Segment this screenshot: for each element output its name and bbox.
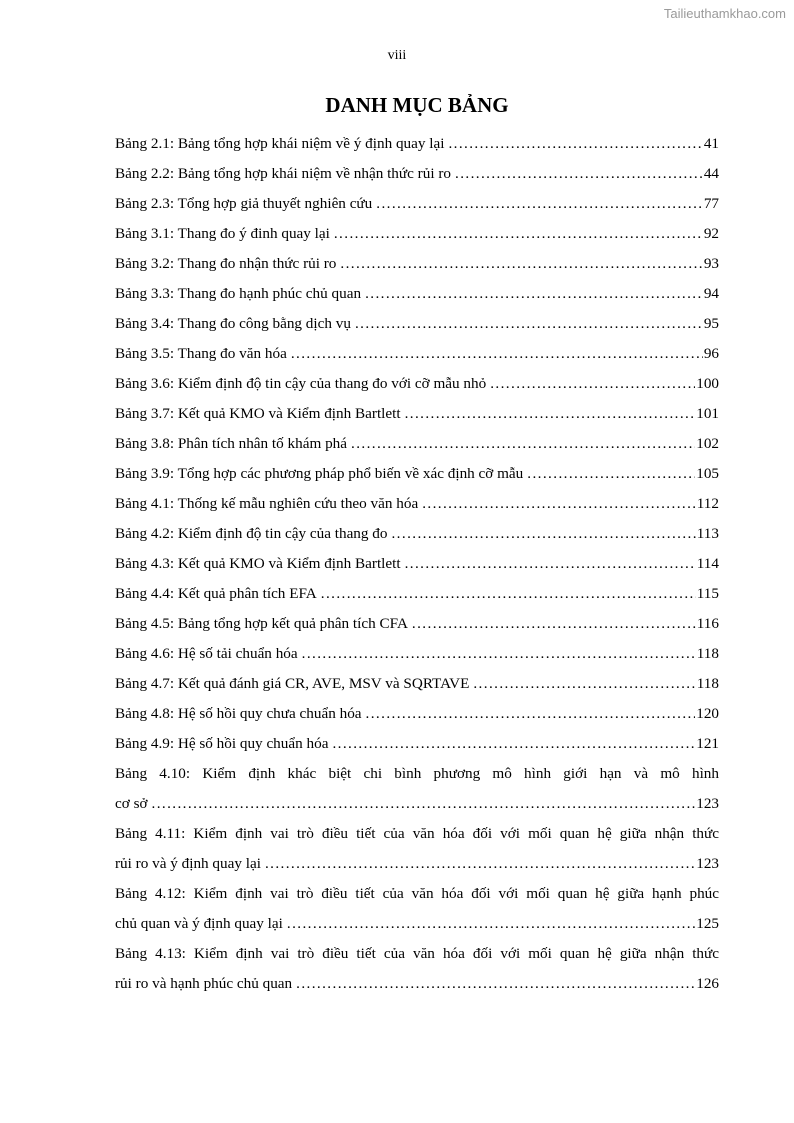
toc-entry-label: Bảng 4.5: Bảng tổng hợp kết quả phân tích CFA — [115, 615, 408, 632]
toc-page-number: 118 — [696, 675, 719, 692]
toc-entry-label: Bảng 4.1: Thống kế mẫu nghiên cứu theo văn hóa — [115, 495, 419, 512]
toc-entry[interactable] — [115, 159, 719, 189]
toc-leader-dots — [332, 729, 695, 759]
page-title: DANH MỤC BẢNG — [325, 93, 509, 117]
toc-leader-dots — [265, 849, 695, 879]
toc-entry[interactable] — [115, 369, 719, 399]
toc-leader-dots — [152, 789, 696, 819]
toc-leader-dots — [527, 459, 695, 489]
toc-entry-label: Bảng 3.8: Phân tích nhân tố khám phá — [115, 435, 347, 452]
toc-page-number: 94 — [703, 285, 719, 302]
watermark: Tailieuthamkhao.com — [663, 6, 786, 21]
toc-entry[interactable] — [115, 279, 719, 309]
toc-leader-dots — [340, 249, 702, 279]
toc-leader-dots — [422, 489, 696, 519]
toc-entry[interactable] — [115, 129, 719, 159]
toc-entry-label: Bảng 3.7: Kết quả KMO và Kiểm định Bartlett — [115, 405, 401, 422]
toc-leader-dots — [365, 279, 703, 309]
toc-leader-dots — [287, 909, 695, 939]
toc-entry-wrapped[interactable] — [115, 879, 719, 939]
toc-entry-label: Bảng 2.1: Bảng tổng hợp khái niệm về ý định quay lại — [115, 135, 445, 152]
toc-leader-dots — [321, 579, 696, 609]
toc-page-number: 92 — [703, 225, 719, 242]
toc-entry-label-line2: rủi ro và hạnh phúc chủ quan — [115, 975, 293, 992]
toc-leader-dots — [391, 519, 695, 549]
toc-entry-label-line1: Bảng 4.13: Kiểm định vai trò điều tiết của văn hóa đối với mối quan hệ giữa nhận thức — [115, 945, 719, 962]
toc-page-number: 100 — [696, 375, 719, 392]
toc-leader-dots — [490, 369, 695, 399]
toc-page-number: 105 — [696, 465, 719, 482]
toc-entry-wrapped[interactable] — [115, 819, 719, 879]
toc-entry[interactable] — [115, 339, 719, 369]
toc-entry-label: Bảng 3.1: Thang đo ý đinh quay lại — [115, 225, 330, 242]
toc-page-number: 95 — [703, 315, 719, 332]
toc-entry[interactable] — [115, 609, 719, 639]
toc-leader-dots — [473, 669, 695, 699]
toc-page-number: 118 — [696, 645, 719, 662]
toc-entry[interactable] — [115, 189, 719, 219]
toc-entry[interactable] — [115, 729, 719, 759]
toc-page-number: 114 — [696, 555, 719, 572]
toc-page-number: 121 — [696, 735, 719, 752]
toc-leader-dots — [412, 609, 696, 639]
toc-page-number: 41 — [703, 135, 719, 152]
toc-entry-label: Bảng 4.8: Hệ số hồi quy chưa chuẩn hóa — [115, 705, 362, 722]
toc-page-number: 101 — [696, 405, 719, 422]
toc-page-number: 123 — [696, 855, 719, 872]
toc-leader-dots — [366, 699, 696, 729]
toc-page-number: 44 — [703, 165, 719, 182]
toc-page-number: 113 — [696, 525, 719, 542]
toc-leader-dots — [355, 309, 703, 339]
toc-leader-dots — [405, 549, 696, 579]
toc-page-number: 116 — [696, 615, 719, 632]
toc-entry[interactable] — [115, 579, 719, 609]
table-of-contents — [115, 129, 719, 999]
toc-page-number: 112 — [696, 495, 719, 512]
toc-entry-label: Bảng 4.4: Kết quả phân tích EFA — [115, 585, 317, 602]
page-number: viii — [387, 48, 407, 63]
toc-page-number: 125 — [696, 915, 719, 932]
toc-entry[interactable] — [115, 639, 719, 669]
toc-leader-dots — [351, 429, 695, 459]
toc-entry-label: Bảng 3.2: Thang đo nhận thức rủi ro — [115, 255, 337, 272]
toc-entry-label: Bảng 3.4: Thang đo công bằng dịch vụ — [115, 315, 351, 332]
toc-entry-wrapped[interactable] — [115, 759, 719, 819]
toc-entry-label: Bảng 3.5: Thang đo văn hóa — [115, 345, 287, 362]
toc-entry-label: Bảng 3.6: Kiểm định độ tin cậy của thang đo với cỡ mẫu nhỏ — [115, 375, 487, 392]
toc-entry-label-line1: Bảng 4.11: Kiểm định vai trò điều tiết của văn hóa đối với mối quan hệ giữa nhận thức — [115, 825, 719, 842]
toc-entry[interactable] — [115, 549, 719, 579]
toc-entry-label: Bảng 4.9: Hệ số hồi quy chuẩn hóa — [115, 735, 329, 752]
toc-leader-dots — [448, 129, 702, 159]
toc-page-number: 77 — [703, 195, 719, 212]
toc-entry[interactable] — [115, 219, 719, 249]
toc-entry-label-line2: cơ sở — [115, 795, 148, 812]
toc-page-number: 102 — [696, 435, 719, 452]
toc-entry[interactable] — [115, 669, 719, 699]
toc-entry-label: Bảng 2.3: Tổng hợp giả thuyết nghiên cứu — [115, 195, 373, 212]
toc-entry[interactable] — [115, 489, 719, 519]
toc-leader-dots — [376, 189, 703, 219]
toc-entry[interactable] — [115, 309, 719, 339]
toc-entry-label: Bảng 4.7: Kết quả đánh giá CR, AVE, MSV và SQRTAVE — [115, 675, 470, 692]
toc-entry-label: Bảng 4.2: Kiểm định độ tin cậy của thang đo — [115, 525, 388, 542]
toc-leader-dots — [296, 969, 695, 999]
toc-entry-label-line1: Bảng 4.12: Kiểm định vai trò điều tiết của văn hóa đối với mối quan hệ giữa hạnh phúc — [115, 885, 719, 902]
toc-page-number: 120 — [696, 705, 719, 722]
toc-page-number: 126 — [696, 975, 719, 992]
toc-leader-dots — [291, 339, 703, 369]
toc-entry-label-line1: Bảng 4.10: Kiểm định khác biệt chi bình phương mô hình giới hạn và mô hình — [115, 765, 719, 782]
toc-entry-label-line2: rủi ro và ý định quay lại — [115, 855, 261, 872]
toc-entry-wrapped[interactable] — [115, 939, 719, 999]
toc-page-number: 115 — [696, 585, 719, 602]
toc-entry[interactable] — [115, 459, 719, 489]
toc-leader-dots — [405, 399, 696, 429]
toc-page-number: 123 — [696, 795, 719, 812]
toc-entry-label: Bảng 2.2: Bảng tổng hợp khái niệm về nhận thức rủi ro — [115, 165, 451, 182]
toc-leader-dots — [302, 639, 696, 669]
toc-entry-label: Bảng 3.9: Tổng hợp các phương pháp phổ biến về xác định cỡ mẫu — [115, 465, 524, 482]
toc-entry[interactable] — [115, 699, 719, 729]
toc-entry-label: Bảng 3.3: Thang đo hạnh phúc chủ quan — [115, 285, 362, 302]
toc-entry-label: Bảng 4.3: Kết quả KMO và Kiểm định Bartlett — [115, 555, 401, 572]
toc-leader-dots — [455, 159, 703, 189]
toc-entry[interactable] — [115, 249, 719, 279]
toc-entry-label-line2: chủ quan và ý định quay lại — [115, 915, 283, 932]
toc-entry[interactable] — [115, 519, 719, 549]
toc-entry[interactable] — [115, 399, 719, 429]
toc-page-number: 96 — [703, 345, 719, 362]
toc-entry-label: Bảng 4.6: Hệ số tải chuẩn hóa — [115, 645, 298, 662]
toc-leader-dots — [334, 219, 703, 249]
toc-entry[interactable] — [115, 429, 719, 459]
toc-page-number: 93 — [703, 255, 719, 272]
